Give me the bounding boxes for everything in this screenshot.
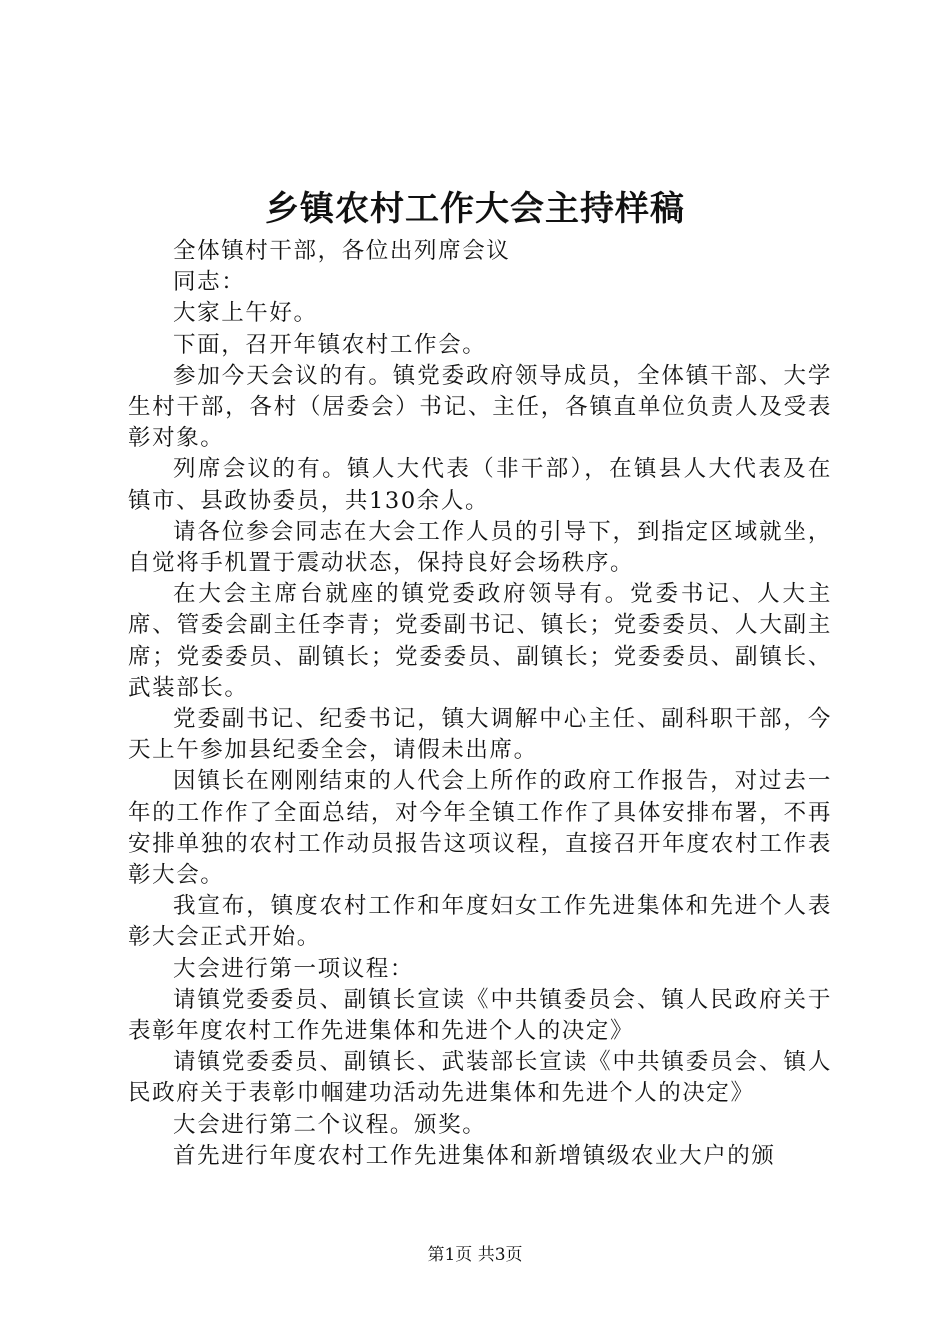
paragraph: 全体镇村干部，各位出列席会议 bbox=[173, 238, 511, 264]
paragraph: 因镇长在刚刚结束的人代会上所作的政府工作报告，对过去一年的工作作了全面总结，对今年全镇工作作了具体安排布署，不再安排单独的农村工作动员报告这项议程，直接召开年度农村工作表彰大会。 bbox=[128, 768, 832, 889]
paragraph: 同志： bbox=[173, 269, 246, 296]
document-title: 乡镇农村工作大会主持样稿 bbox=[265, 189, 685, 229]
paragraph: 下面，召开年镇农村工作会。 bbox=[173, 331, 487, 358]
paragraph: 大家上午好。 bbox=[173, 300, 318, 327]
paragraph: 参加今天会议的有。镇党委政府领导成员，全体镇干部、大学生村干部，各村（居委会）书记、主任，各镇直单位负责人及受表彰对象。 bbox=[128, 362, 832, 452]
paragraph: 请镇党委委员、副镇长、武装部长宣读《中共镇委员会、镇人民政府关于表彰巾帼建功活动先进集体和先进个人的决定》 bbox=[128, 1049, 832, 1107]
page-number-footer: 第1页 共3页 bbox=[427, 1245, 523, 1265]
paragraph: 大会进行第二个议程。颁奖。 bbox=[173, 1111, 487, 1138]
paragraph: 在大会主席台就座的镇党委政府领导有。党委书记、人大主席、管委会副主任李青；党委副书记、镇长；党委委员、人大副主席；党委委员、副镇长；党委委员、副镇长；党委委员、副镇长、武装部长。 bbox=[128, 581, 832, 701]
paragraph: 我宣布，镇度农村工作和年度妇女工作先进集体和先进个人表彰大会正式开始。 bbox=[128, 893, 832, 951]
paragraph: 大会进行第一项议程： bbox=[173, 955, 415, 982]
document-body bbox=[128, 236, 832, 1172]
paragraph: 请各位参会同志在大会工作人员的引导下，到指定区域就坐，自觉将手机置于震动状态，保持良好会场秩序。 bbox=[128, 518, 832, 577]
paragraph: 请镇党委委员、副镇长宣读《中共镇委员会、镇人民政府关于表彰年度农村工作先进集体和先进个人的决定》 bbox=[128, 986, 832, 1045]
paragraph: 首先进行年度农村工作先进集体和新增镇级农业大户的颁 bbox=[173, 1142, 776, 1169]
paragraph: 党委副书记、纪委书记，镇大调解中心主任、副科职干部，今天上午参加县纪委全会，请假未出席。 bbox=[128, 706, 832, 764]
paragraph: 列席会议的有。镇人大代表（非干部），在镇县人大代表及在镇市、县政协委员，共130余人。 bbox=[128, 456, 832, 514]
